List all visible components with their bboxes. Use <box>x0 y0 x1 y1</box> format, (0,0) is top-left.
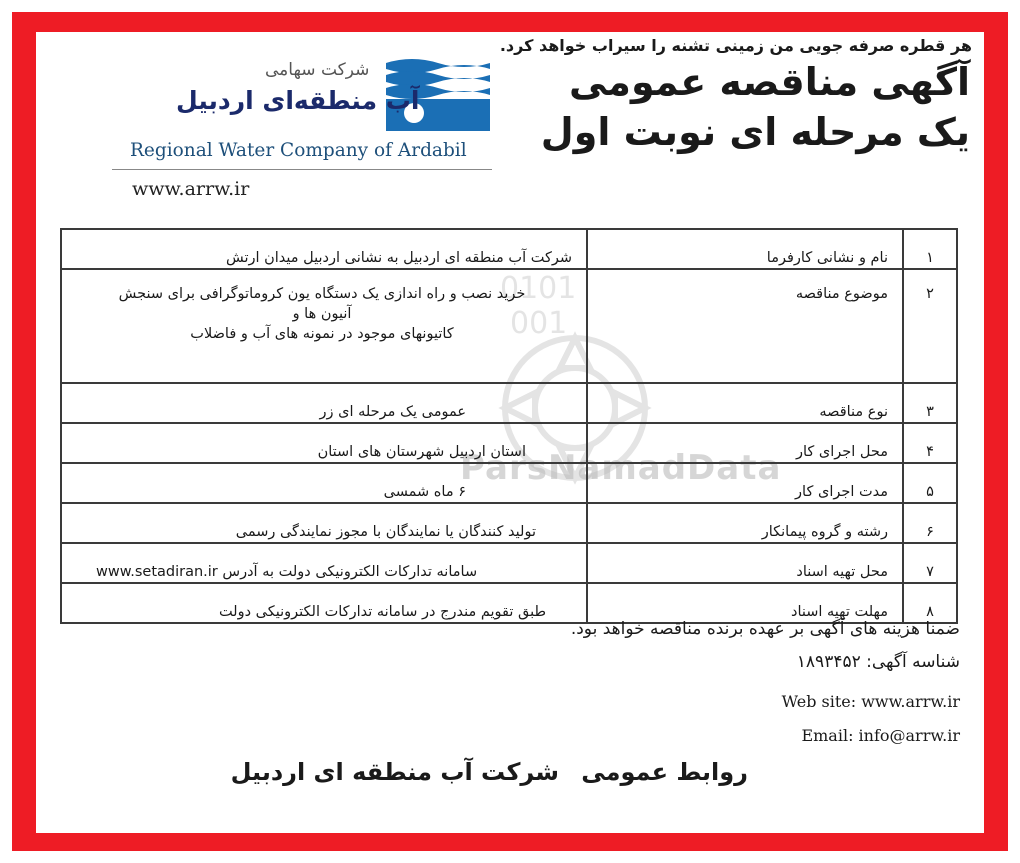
company-name: آب منطقه‌ای اردبیل <box>176 86 420 115</box>
row-number: ۵ <box>903 463 957 503</box>
row-label: رشته و گروه پیمانکار <box>587 503 903 543</box>
row-number: ۸ <box>903 583 957 623</box>
row-value <box>61 423 587 463</box>
row-value-line: کاتیونهای موجود در نمونه های آب و فاضلاب <box>190 326 454 342</box>
row-value-line: ۶ ماه شمسی <box>383 484 466 500</box>
row-label: محل تهیه اسناد <box>587 543 903 583</box>
footer-department: روابط عمومی <box>581 758 748 786</box>
table-row <box>61 503 957 543</box>
page-title-line2: یک مرحله ای نوبت اول <box>540 110 970 154</box>
row-label: نام و نشانی کارفرما <box>587 229 903 269</box>
row-value-line: خرید نصب و راه اندازی یک دستگاه یون کروماتوگرافی برای سنجش <box>118 286 526 302</box>
footer-company: شرکت آب منطقه ای اردبیل <box>230 758 559 786</box>
row-value <box>61 229 587 269</box>
row-value <box>61 269 587 383</box>
row-value-line: طبق تقویم مندرج در سامانه تدارکات الکترونیکی دولت <box>218 604 546 620</box>
row-value-line: عمومی یک مرحله ای زر <box>319 404 466 420</box>
table-row <box>61 269 957 383</box>
row-label: مهلت تهیه اسناد <box>587 583 903 623</box>
row-value-line: شرکت آب منطقه ای اردبیل به نشانی اردبیل میدان ارتش <box>225 250 572 266</box>
row-value <box>61 583 587 623</box>
row-value-line: تولید کنندگان یا نمایندگان با مجوز نمایندگی رسمی <box>235 524 536 540</box>
row-value <box>61 383 587 423</box>
row-number: ۱ <box>903 229 957 269</box>
row-value <box>61 463 587 503</box>
row-number: ۲ <box>903 269 957 383</box>
row-value-line: آنیون ها و <box>292 306 352 322</box>
table-row <box>61 229 957 269</box>
logo-divider <box>112 169 492 170</box>
row-number: ۷ <box>903 543 957 583</box>
slogan: هر قطره صرفه جویی من زمینی تشنه را سیراب خواهد کرد. <box>499 36 972 55</box>
logo-website: www.arrw.ir <box>132 178 250 200</box>
ad-id: شناسه آگهی: ۱۸۹۳۴۵۲ <box>796 652 960 672</box>
tender-details-table <box>60 228 958 624</box>
table-row <box>61 463 957 503</box>
footer-signature <box>217 758 748 786</box>
svg-text:001: 001 <box>510 306 568 341</box>
page-title-line1: آگهی مناقصه عمومی <box>568 60 970 104</box>
row-number: ۴ <box>903 423 957 463</box>
row-value-line: سامانه تدارکات الکترونیکی دولت به آدرس www.setadiran.ir <box>96 564 478 580</box>
row-value-line: استان اردبیل شهرستان های استان <box>317 444 526 460</box>
row-label: موضوع مناقصه <box>587 269 903 383</box>
table-row <box>61 543 957 583</box>
email-link[interactable]: Email: info@arrw.ir <box>801 726 960 745</box>
row-number: ۳ <box>903 383 957 423</box>
table-row <box>61 423 957 463</box>
row-value <box>61 503 587 543</box>
row-label: مدت اجرای کار <box>587 463 903 503</box>
table-row <box>61 383 957 423</box>
table-row <box>61 583 957 623</box>
row-number: ۶ <box>903 503 957 543</box>
row-label: نوع مناقصه <box>587 383 903 423</box>
cost-note: ضمنا هزینه های آگهی بر عهده برنده مناقصه خواهد بود. <box>570 619 960 639</box>
watermark-brand: ParsNamadData <box>460 448 782 488</box>
svg-text:0101: 0101 <box>500 271 577 306</box>
company-type: شرکت سهامی <box>265 60 370 80</box>
row-value <box>61 543 587 583</box>
website-link[interactable]: Web site: www.arrw.ir <box>781 692 960 711</box>
company-name-english: Regional Water Company of Ardabil <box>130 140 467 161</box>
row-label: محل اجرای کار <box>587 423 903 463</box>
